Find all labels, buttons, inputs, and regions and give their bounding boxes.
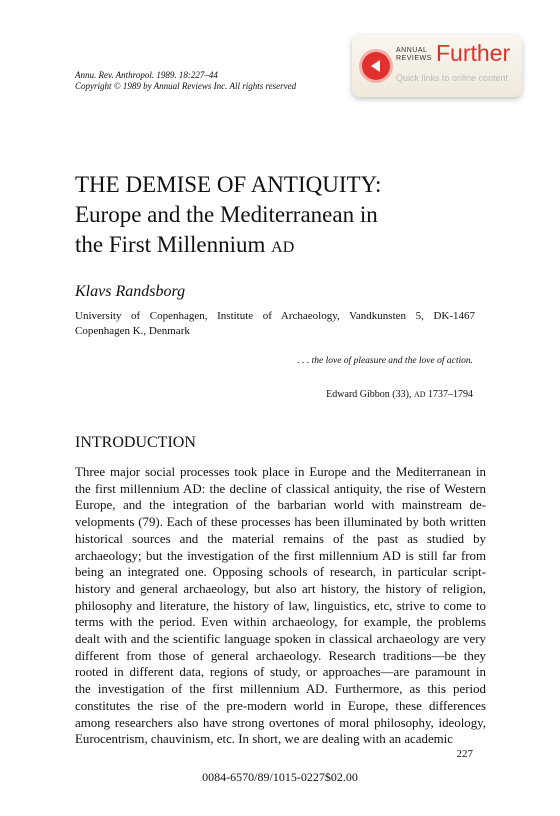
journal-citation: Annu. Rev. Anthropol. 1989. 18:227–44 bbox=[75, 70, 218, 80]
body-line: dealt with and the scientific language spoken in classical archaeology are very bbox=[75, 632, 486, 646]
body-line: archaeology; but the investigation of the first millennium AD is still far from bbox=[75, 548, 486, 563]
badge-further-label: Further bbox=[436, 40, 511, 66]
epigraph-author: Edward Gibbon (33), bbox=[326, 389, 412, 400]
body-line: historical sources and the material remains of the past as studied by bbox=[75, 531, 486, 546]
affiliation-line-2: Copenhagen K., Denmark bbox=[75, 325, 190, 337]
body-line: being an integrated one. Opposing schools of research, in particular script- bbox=[75, 565, 486, 580]
badge-annual-label: ANNUAL bbox=[396, 47, 428, 54]
body-line: the first millennium AD: the decline of classical antiquity, the rise of Western bbox=[75, 481, 486, 496]
annual-reviews-further-badge[interactable] bbox=[352, 35, 522, 97]
body-line: among researchers also have strong overtones of moral philosophy, ideology, bbox=[75, 715, 486, 730]
title-era-label: AD bbox=[271, 239, 295, 256]
badge-subtext: Quick links to online content bbox=[396, 73, 509, 83]
copyright-notice: Copyright © 1989 by Annual Reviews Inc. All rights reserved bbox=[75, 81, 297, 91]
title-line-2: Europe and the Mediterranean in bbox=[75, 202, 378, 227]
section-heading: INTRODUCTION bbox=[75, 434, 196, 451]
badge-reviews-label: REVIEWS bbox=[396, 55, 432, 62]
price-code: 0084-6570/89/1015-0227$02.00 bbox=[202, 770, 358, 784]
body-line: Europe, and the integration of the barbarian world with mainstream de- bbox=[75, 498, 486, 513]
arrow-left-icon bbox=[362, 52, 390, 80]
body-line: history and general archaeology, but also art history, the history of religion, bbox=[75, 581, 486, 596]
title-line-3 bbox=[75, 230, 294, 263]
author-affiliation bbox=[75, 309, 475, 339]
title-line-3-main: the First Millennium bbox=[75, 232, 266, 257]
epigraph-attribution bbox=[326, 389, 473, 400]
body-line: terms with the period. Even within archaeology, for example, the problems bbox=[75, 615, 486, 630]
body-line: rooted in different data, regions of study, or approaches—are paramount in bbox=[75, 665, 486, 680]
title-line-1: THE DEMISE OF ANTIQUITY: bbox=[75, 172, 382, 197]
author-name: Klavs Randsborg bbox=[75, 283, 186, 300]
epigraph-quote: . . . the love of pleasure and the love of action. bbox=[297, 356, 473, 366]
body-line: constitutes the rise of the pre-modern world in Europe, these differences bbox=[75, 698, 486, 713]
body-line: velopments (79). Each of these processes has been illuminated by both written bbox=[75, 515, 486, 530]
body-line: philosophy and literature, the history of law, linguistics, etc, strive to come to bbox=[75, 598, 486, 613]
affiliation-line-1: University of Copenhagen, Institute of Archaeology, Vandkunsten 5, DK-1467 bbox=[75, 310, 475, 322]
page-number: 227 bbox=[456, 748, 473, 760]
epigraph-years: 1737–1794 bbox=[428, 389, 473, 400]
body-line: different from those of general archaeology. Research traditions—be they bbox=[75, 648, 486, 663]
body-line: Eurocentrism, chauvinism, etc. In short, we are dealing with an academic bbox=[75, 732, 453, 747]
body-line: Three major social processes took place in Europe and the Mediterranean in bbox=[75, 465, 486, 479]
epigraph-era: AD bbox=[413, 390, 426, 399]
body-line: the investigation of the first millennium AD. Furthermore, as this period bbox=[75, 682, 486, 697]
